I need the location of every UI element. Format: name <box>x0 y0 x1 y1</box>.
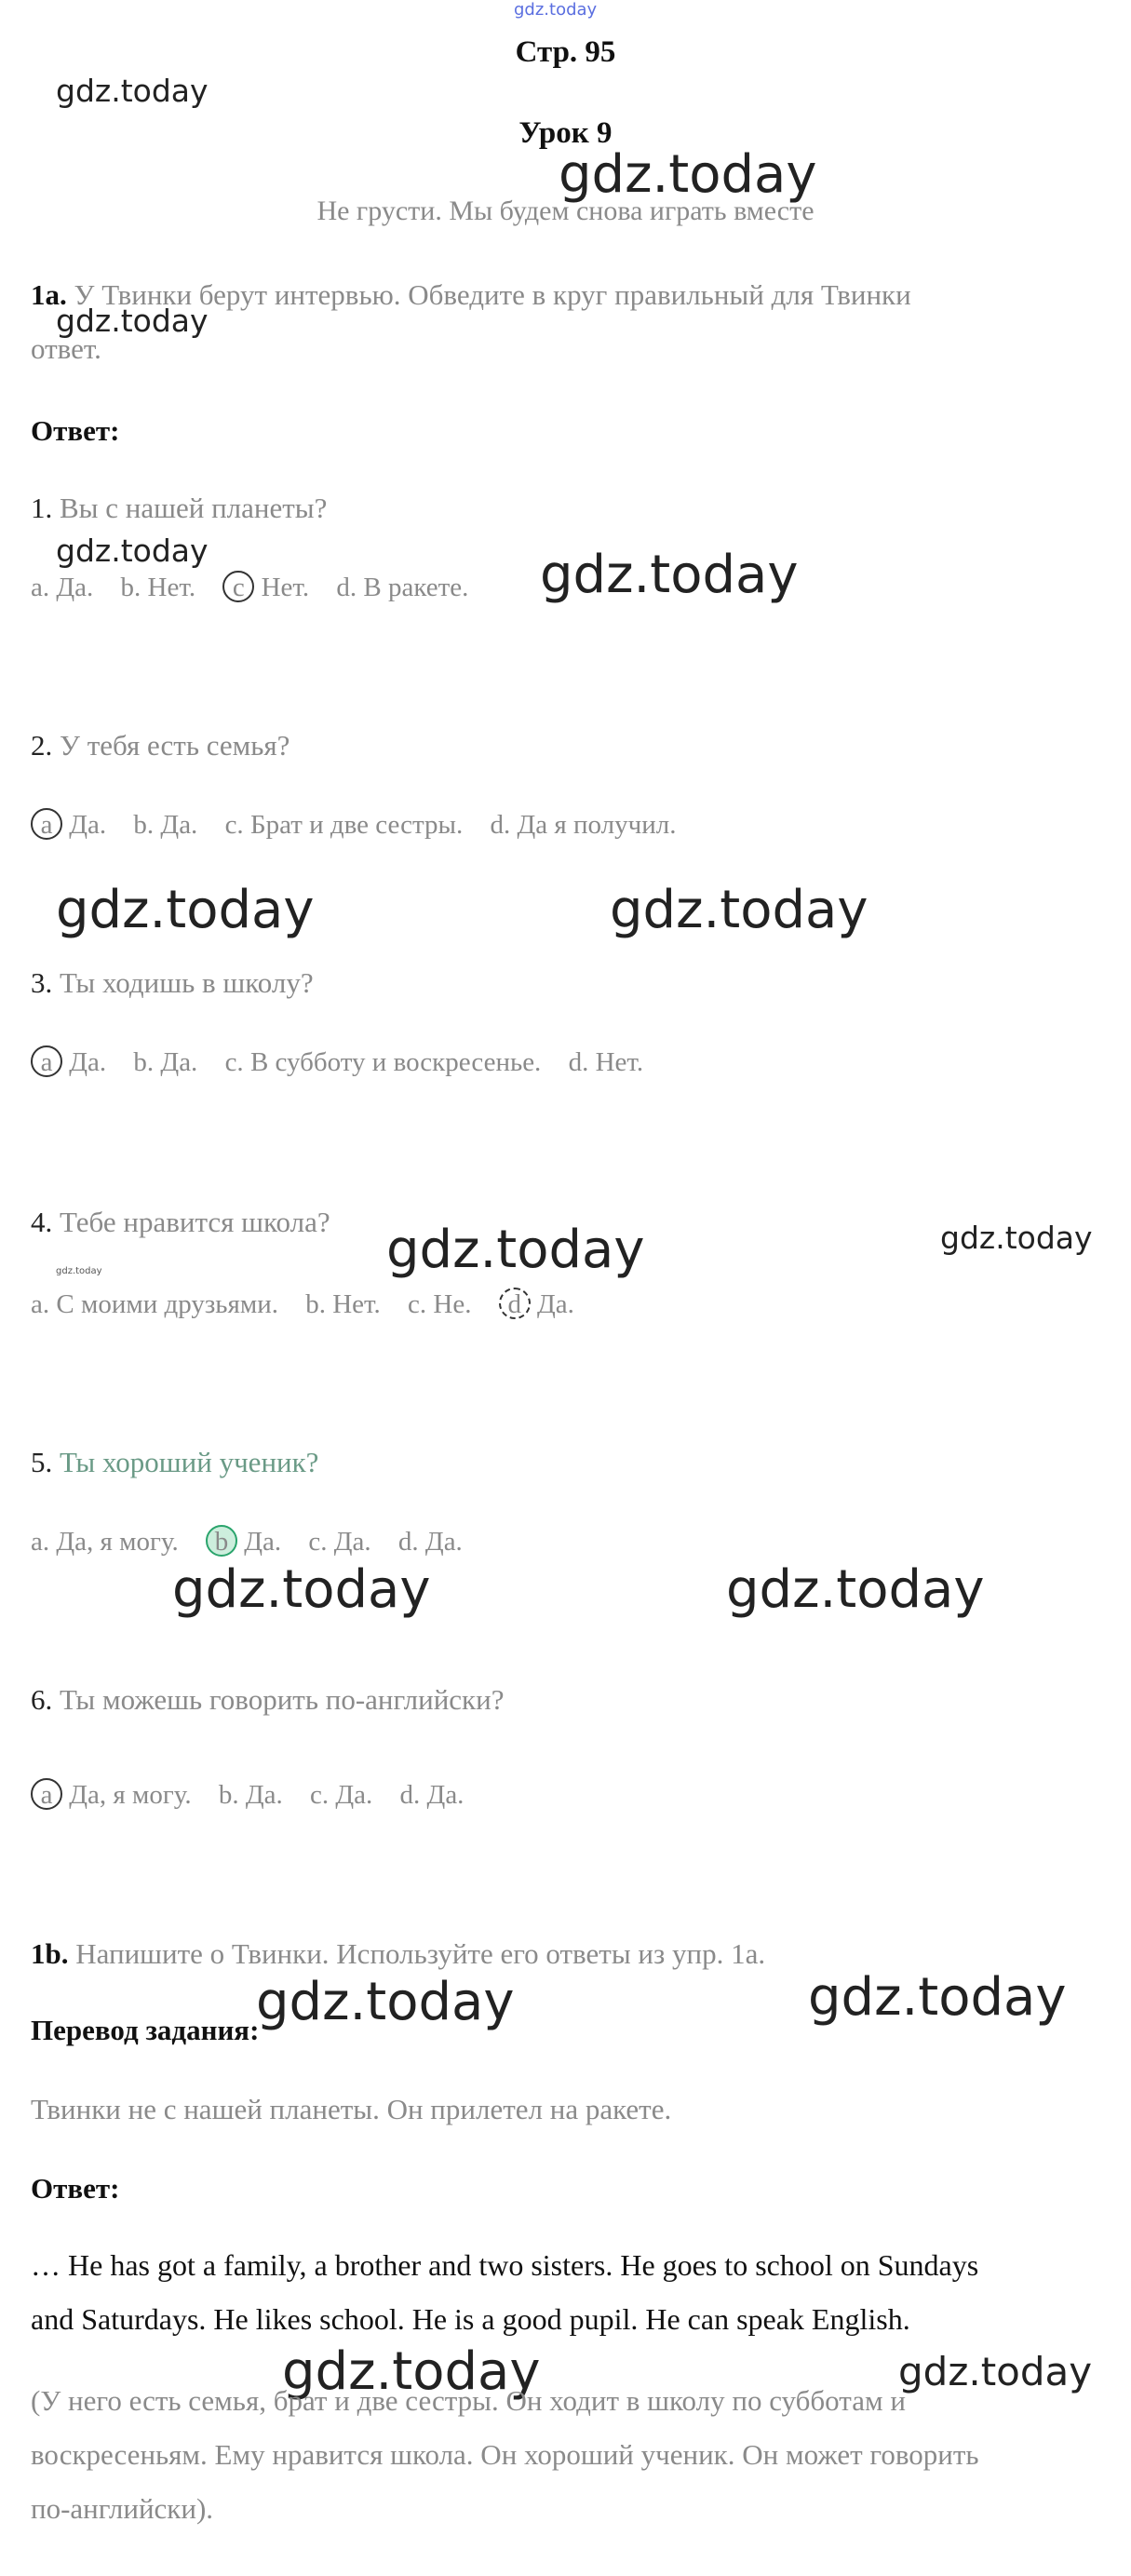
option-text: В субботу и воскресенье. <box>249 1047 542 1077</box>
option-text: Да я получил. <box>517 810 677 840</box>
option-letter: d. <box>568 1047 589 1077</box>
option-letter: b. <box>218 1780 239 1810</box>
task-1a <box>31 268 911 376</box>
russian-translation <box>31 2374 979 2536</box>
question-number: 6. <box>31 1683 53 1716</box>
watermark: gdz.today <box>726 1559 985 1620</box>
watermark: gdz.today <box>256 1972 515 2032</box>
lesson-title: Урок 9 <box>518 116 613 150</box>
question-text: Ты хороший ученик? <box>60 1446 319 1478</box>
question-text: У тебя есть семья? <box>60 729 290 762</box>
selected-answer-circle: a <box>31 1045 62 1077</box>
option-letter: b. <box>120 573 141 602</box>
options-3 <box>31 1045 643 1078</box>
answer-label: Ответ: <box>31 2172 120 2205</box>
task-1b <box>31 1927 765 1981</box>
translation-label: Перевод задания: <box>31 2014 260 2046</box>
task-number: 1b. <box>31 1937 69 1970</box>
selected-answer-circle: b <box>206 1525 237 1557</box>
selected-answer-circle: a <box>31 1778 62 1810</box>
option-text: Да. <box>160 810 198 840</box>
option-text: Да. <box>335 1780 373 1810</box>
watermark: gdz.today <box>56 73 209 109</box>
question-3 <box>31 966 314 1000</box>
option-letter: d. <box>397 1527 419 1557</box>
task-text: ответ. <box>31 332 101 365</box>
selected-answer-circle: a <box>31 808 62 840</box>
option-text: Да. <box>56 573 94 602</box>
option-text: Не. <box>433 1289 472 1319</box>
option-text: Брат и две сестры. <box>249 810 464 840</box>
options-5 <box>31 1525 463 1558</box>
watermark: gdz.today <box>540 545 799 605</box>
options-4 <box>31 1288 574 1320</box>
option-letter: c. <box>310 1780 330 1810</box>
question-number: 5. <box>31 1446 53 1478</box>
answer-label: Ответ: <box>31 414 120 447</box>
watermark: gdz.today <box>898 2349 1093 2394</box>
option-letter: c. <box>308 1527 328 1557</box>
option-text: Да. <box>69 810 107 840</box>
english-answer <box>31 2238 978 2346</box>
option-text: Да. <box>244 1527 282 1557</box>
translation-line: воскресеньям. Ему нравится школа. Он хороший ученик. Он может говорить <box>31 2438 979 2471</box>
question-4 <box>31 1206 330 1239</box>
watermark: gdz.today <box>386 1220 645 1280</box>
option-text: Нет. <box>332 1289 381 1319</box>
option-letter: d. <box>490 810 511 840</box>
option-text: Да, я могу. <box>56 1527 179 1557</box>
question-number: 3. <box>31 966 53 999</box>
option-text: Да. <box>333 1527 371 1557</box>
watermark: gdz.today <box>940 1220 1093 1256</box>
watermark: gdz.today <box>282 2341 541 2402</box>
watermark: gdz.today <box>610 880 868 940</box>
option-text: Да. <box>245 1780 283 1810</box>
option-letter: c. <box>224 1047 244 1077</box>
page-title: Стр. 95 <box>515 35 616 69</box>
option-text: В ракете. <box>363 573 469 602</box>
option-text: Нет. <box>147 573 196 602</box>
question-2 <box>31 729 289 762</box>
option-text: Да. <box>426 1780 465 1810</box>
option-text: Да, я могу. <box>69 1780 192 1810</box>
options-2 <box>31 808 676 841</box>
translation-line: (У него есть семья, брат и две сестры. Он ходит в школу по субботам и <box>31 2384 906 2417</box>
watermark: gdz.today <box>172 1559 431 1620</box>
option-letter: a. <box>31 1527 50 1557</box>
question-text: Вы с нашей планеты? <box>60 492 328 524</box>
option-text: Да. <box>160 1047 198 1077</box>
question-5 <box>31 1446 318 1479</box>
task-number: 1a. <box>31 278 67 311</box>
selected-answer-circle: d <box>499 1288 531 1319</box>
option-letter: a. <box>31 1289 50 1319</box>
answer-line: … He has got a family, a brother and two sisters. He goes to school on Sundays <box>31 2248 979 2282</box>
option-text: С моими друзьями. <box>56 1289 278 1319</box>
task-text: Напишите о Твинки. Используйте его ответы из упр. 1a. <box>75 1937 766 1970</box>
option-text: Да. <box>424 1527 463 1557</box>
option-letter: c. <box>224 810 244 840</box>
option-letter: b. <box>133 810 155 840</box>
question-text: Ты можешь говорить по-английски? <box>60 1683 505 1716</box>
watermark: gdz.today <box>56 303 209 339</box>
question-text: Тебе нравится школа? <box>60 1206 330 1238</box>
task-text: У Твинки берут интервью. Обведите в круг правильный для Твинки <box>74 278 911 311</box>
options-6 <box>31 1778 464 1811</box>
option-text: Нет. <box>261 573 310 602</box>
answer-line: and Saturdays. He likes school. He is a good pupil. He can speak English. <box>31 2302 910 2336</box>
option-text: Нет. <box>595 1047 644 1077</box>
question-number: 1. <box>31 492 53 524</box>
question-6 <box>31 1683 504 1717</box>
watermark: gdz.today <box>56 880 315 940</box>
watermark: gdz.today <box>56 1266 102 1276</box>
question-1 <box>31 492 327 525</box>
option-letter: d. <box>399 1780 421 1810</box>
question-text: Ты ходишь в школу? <box>60 966 314 999</box>
option-letter: c. <box>408 1289 427 1319</box>
option-letter: b. <box>133 1047 155 1077</box>
translation-text: Твинки не с нашей планеты. Он прилетел на ракете. <box>31 2093 672 2125</box>
watermark-top: gdz.today <box>514 0 598 20</box>
option-letter: b. <box>305 1289 326 1319</box>
lesson-subtitle: Не грусти. Мы будем снова играть вместе <box>316 196 815 226</box>
selected-answer-circle: c <box>222 571 254 602</box>
watermark: gdz.today <box>559 144 817 205</box>
watermark: gdz.today <box>56 533 209 569</box>
question-number: 4. <box>31 1206 53 1238</box>
option-letter: a. <box>31 573 50 602</box>
option-text: Да. <box>69 1047 107 1077</box>
watermark: gdz.today <box>808 1967 1067 2028</box>
option-letter: d. <box>336 573 357 602</box>
option-text: Да. <box>537 1289 574 1319</box>
options-1 <box>31 571 468 603</box>
translation-line: по-английски). <box>31 2492 214 2525</box>
question-number: 2. <box>31 729 53 762</box>
